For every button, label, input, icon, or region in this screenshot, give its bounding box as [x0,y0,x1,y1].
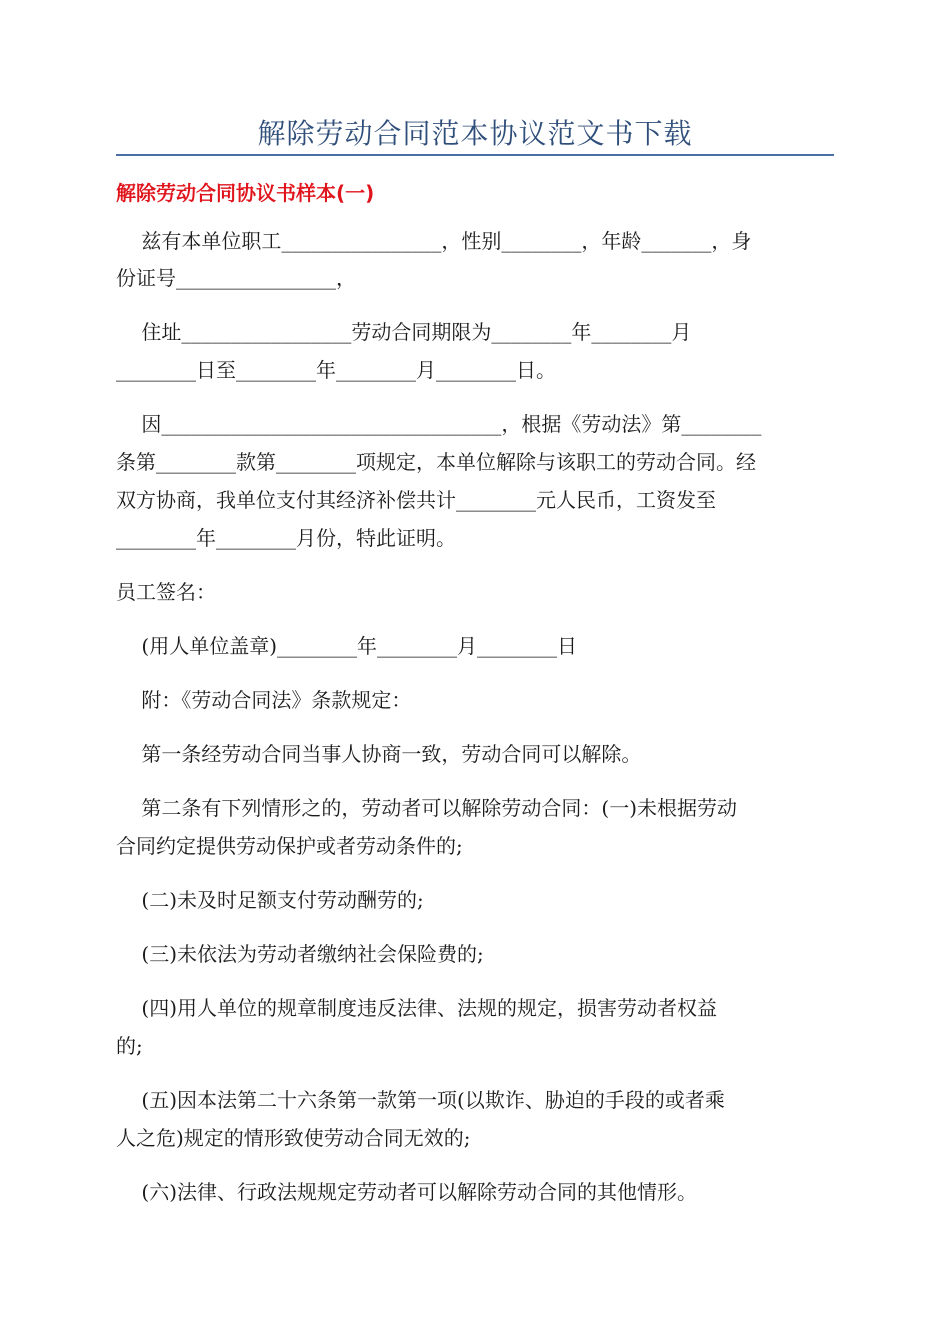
body-line: 住址_________________劳动合同期限为________年________月 [116,320,692,344]
body-line: 双方协商，我单位支付其经济补偿共计________元人民币，工资发至 [116,488,716,512]
employer-seal-line: (用人单位盖章)________年________月________日 [116,634,578,658]
body-line: ________年________月份，特此证明。 [116,526,456,550]
clause-item: (四)用人单位的规章制度违反法律、法规的规定，损害劳动者权益 [116,996,718,1020]
body-line: 合同约定提供劳动保护或者劳动条件的; [116,834,463,858]
body-line: 因__________________________________，根据《劳动法》第________ [116,412,762,436]
article-one: 第一条经劳动合同当事人协商一致，劳动合同可以解除。 [116,742,642,766]
body-line: 条第________款第________项规定，本单位解除与该职工的劳动合同。经 [116,450,756,474]
body-line: ________日至________年________月________日。 [116,358,556,382]
clause-item: (三)未依法为劳动者缴纳社会保险费的; [116,942,484,966]
appendix-heading: 附：《劳动合同法》条款规定： [116,688,412,712]
clause-item: 人之危)规定的情形致使劳动合同无效的; [116,1126,471,1150]
clause-item: 的; [116,1034,143,1058]
clause-item: (五)因本法第二十六条第一款第一项(以欺诈、胁迫的手段的或者乘 [116,1088,725,1112]
body-line: 第二条有下列情形之的，劳动者可以解除劳动合同：(一)未根据劳动 [116,796,738,820]
document-title: 解除劳动合同范本协议范文书下载 [257,117,693,150]
body-line: 份证号________________， [116,266,356,290]
section-heading: 解除劳动合同协议书样本(一) [116,181,375,205]
body-line: 兹有本单位职工________________，性别________，年龄_______，身 [116,229,752,253]
clause-item: (六)法律、行政法规规定劳动者可以解除劳动合同的其他情形。 [116,1180,698,1204]
clause-item: (二)未及时足额支付劳动酬劳的; [116,888,424,912]
title-divider [116,154,834,156]
employee-signature-label: 员工签名： [116,580,216,604]
